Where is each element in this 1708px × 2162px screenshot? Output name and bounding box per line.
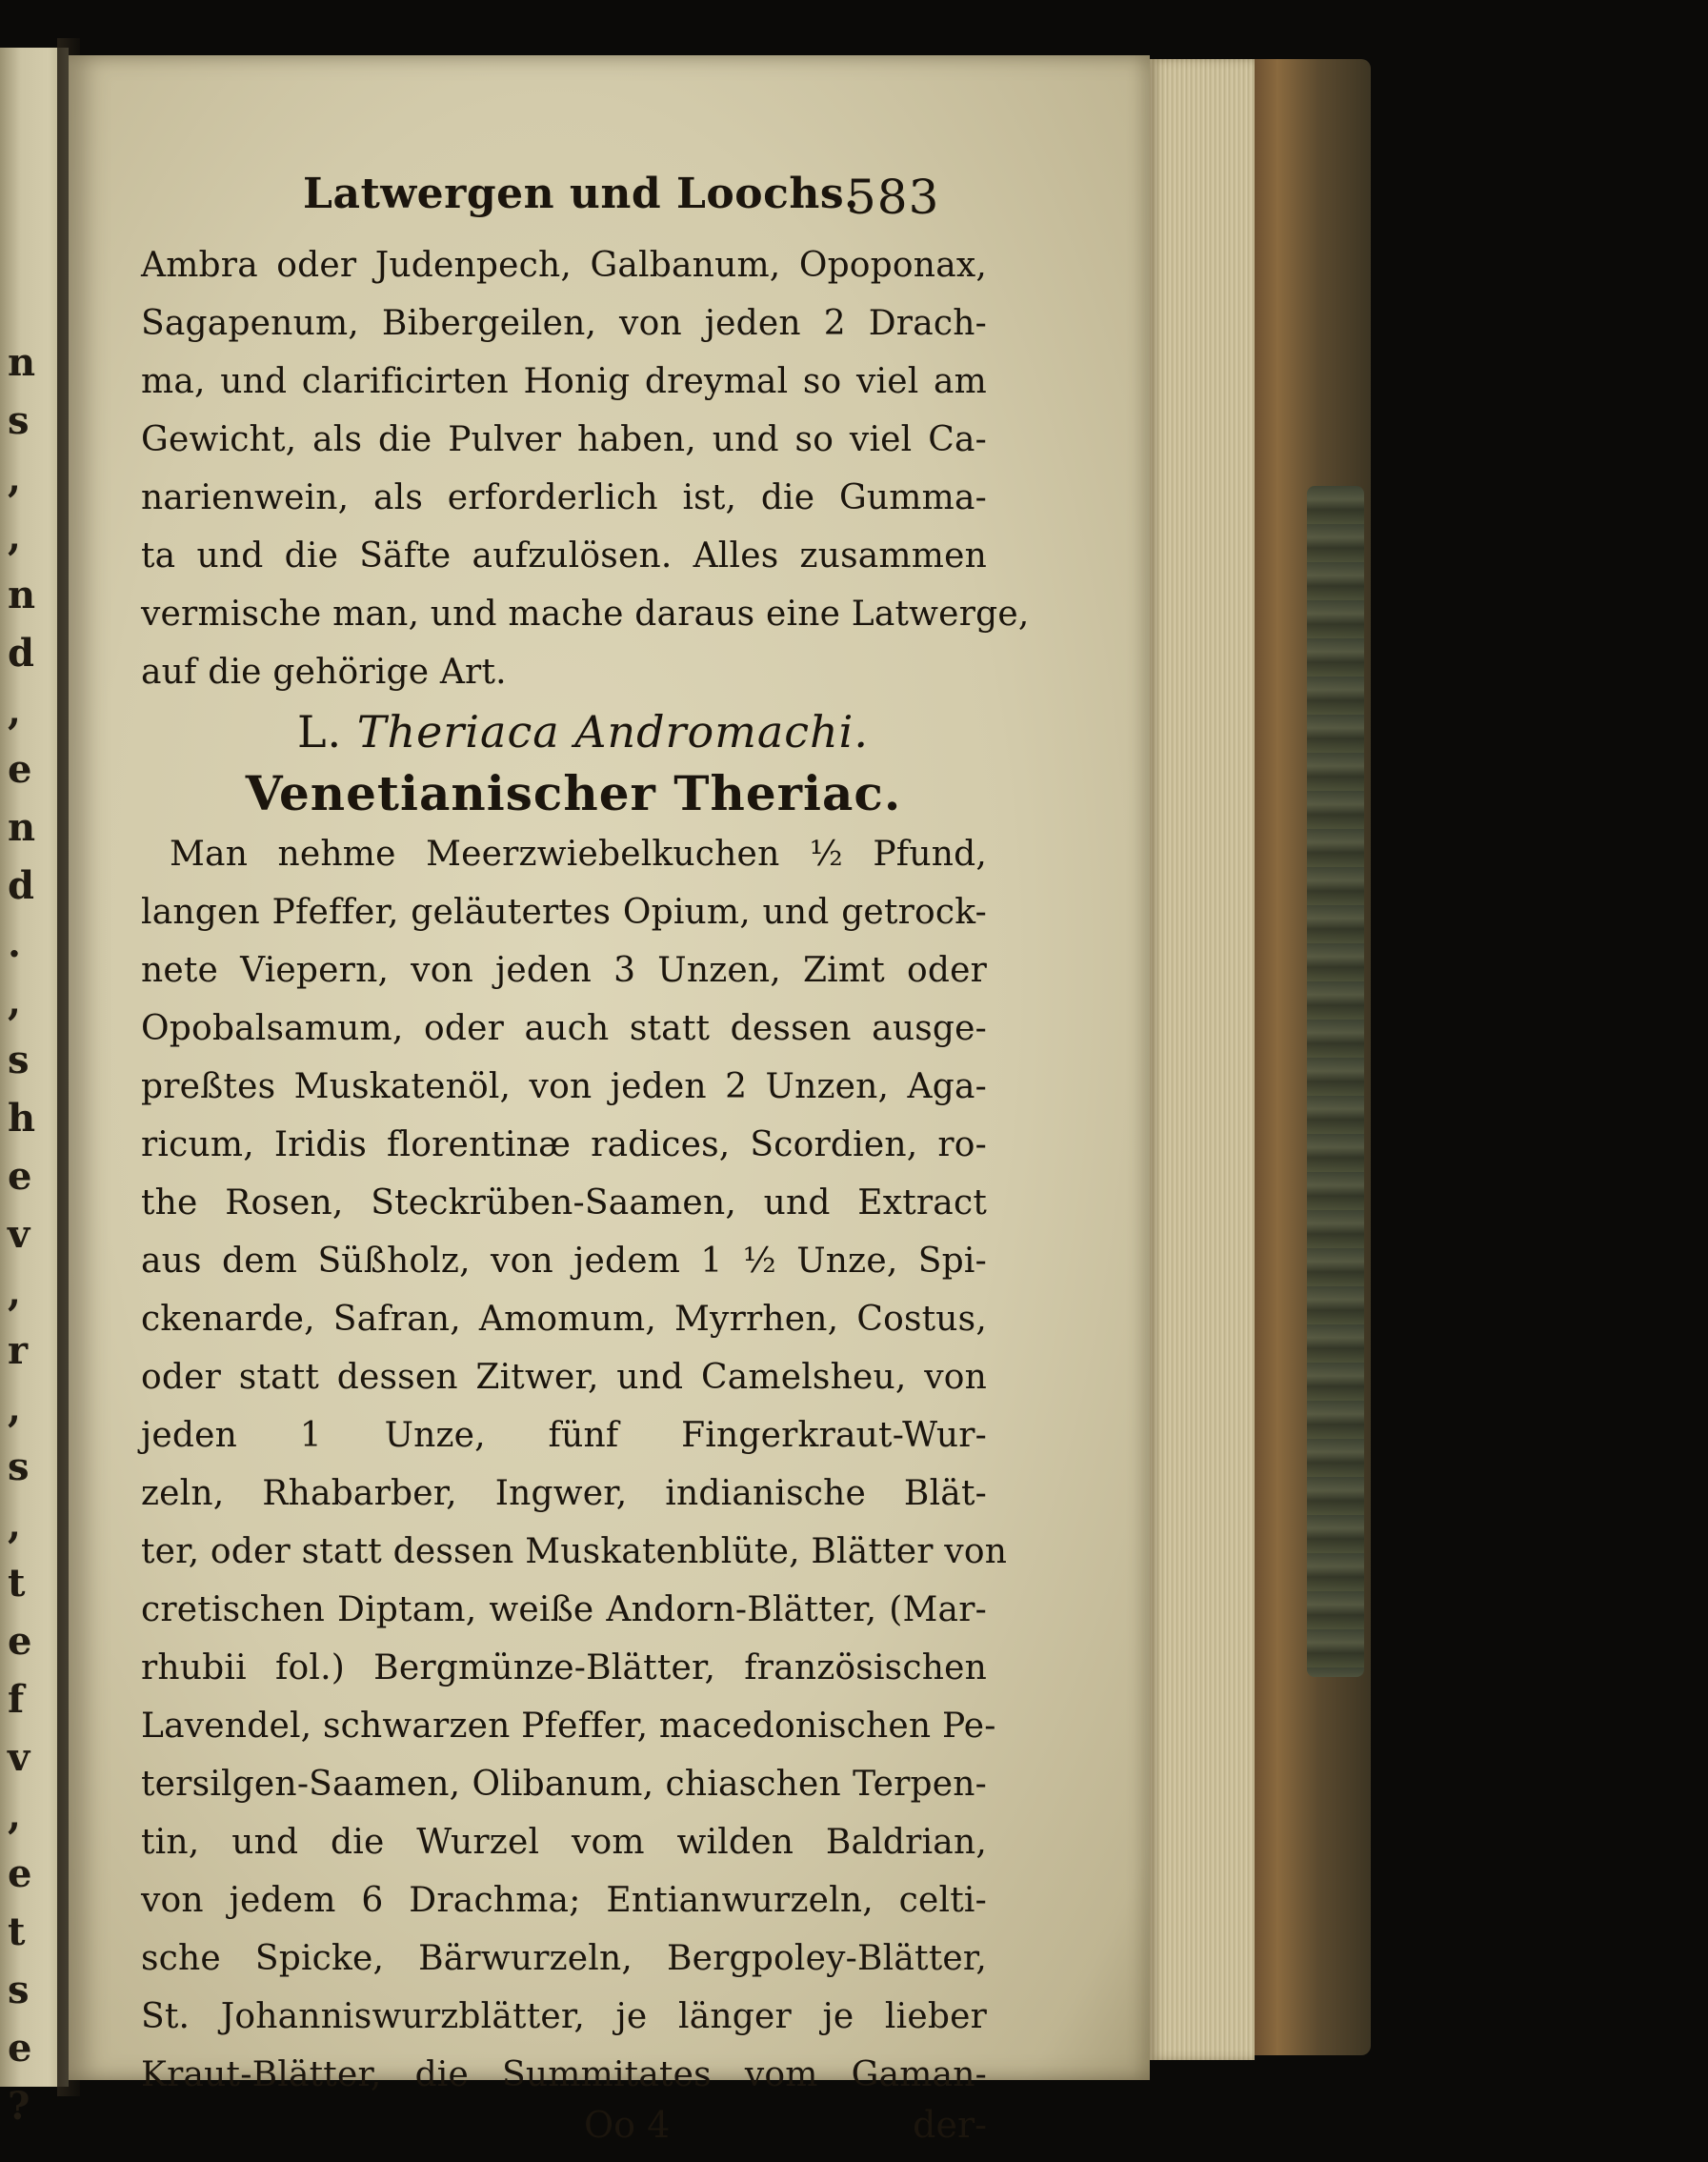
previous-page-glyph: h [8,1096,36,1141]
page-number: 583 [846,170,940,225]
text-line: vermische man, und mache daraus eine Latwerge, [141,595,1030,634]
text-line: ta und die Säfte aufzulösen. Alles zusammen [141,536,987,576]
text-line: preßtes Muskatenöl, von jeden 2 Unzen, Aga- [141,1067,987,1106]
section-heading [141,701,987,762]
previous-page-glyph: d [8,631,34,676]
recipe-paragraph [141,825,1008,2104]
catchword: der- [913,2104,987,2146]
previous-page-glyph: s [8,1445,30,1489]
text-line: sche Spicke, Bärwurzeln, Bergpoley-Blätter, [141,1939,987,1978]
previous-page-glyph: f [8,1677,25,1722]
previous-page-glyph: , [8,980,21,1024]
previous-page-glyph: . [8,921,21,966]
text-line: Ambra oder Judenpech, Galbanum, Opoponax, [141,246,987,285]
previous-page-glyph: s [8,1038,30,1082]
previous-page-glyph: v [8,1212,30,1257]
page-block-edges [1150,59,1255,2060]
previous-page-glyph: t [8,1909,26,1954]
text-line: ter, oder statt dessen Muskatenblüte, Blätter von [141,1532,1008,1571]
text-line: ckenarde, Safran, Amomum, Myrrhen, Costus, [141,1300,987,1339]
text-line: St. Johanniswurzblätter, je länger je lieber [141,1997,987,2036]
text-block [141,170,1030,2162]
text-line: Lavendel, schwarzen Pfeffer, macedonischen Pe- [141,1707,996,1746]
previous-page-glyph: e [8,1154,32,1199]
running-head-title: Latwergen und Loochs. [303,170,859,218]
text-line: Gewicht, als die Pulver haben, und so viel Ca- [141,420,987,459]
text-line: auf die gehörige Art. [141,653,507,692]
text-line: jeden 1 Unze, fünf Fingerkraut-Wur- [141,1416,987,1455]
previous-page-glyph: , [8,689,21,734]
previous-page-glyph: n [8,805,36,850]
previous-page-glyph: , [8,1793,21,1838]
cover-marbling [1307,486,1364,1677]
previous-page-glyph: , [8,456,21,501]
text-line: nete Viepern, von jeden 3 Unzen, Zimt oder [141,951,987,990]
text-line: Man nehme Meerzwiebelkuchen ½ Pfund, [170,835,987,874]
text-line: Kraut-Blätter, die Summitates vom Gaman- [141,2055,987,2094]
previous-page-glyph: e [8,1851,32,1896]
previous-page-glyph: , [8,515,21,559]
previous-page-glyph: e [8,1619,32,1664]
previous-page-line-endings [8,333,36,2135]
text-line: Opobalsamum, oder auch statt dessen ausge- [141,1009,987,1048]
previous-page-glyph: s [8,1968,30,2012]
previous-page-glyph: ? [8,2084,30,2129]
text-line: aus dem Süßholz, von jedem 1 ½ Unze, Spi- [141,1242,987,1281]
section-title: Theriaca Andromachi. [356,706,869,758]
text-line: narienwein, als erforderlich ist, die Gumma- [141,478,987,517]
previous-page-glyph: s [8,398,30,443]
previous-page-glyph: n [8,573,36,617]
text-line: langen Pfeffer, geläutertes Opium, und getrock- [141,893,987,932]
previous-page-glyph: , [8,1503,21,1547]
previous-page-glyph: d [8,863,34,908]
page-footer [141,2104,987,2162]
text-line: rhubii fol.) Bergmünze-Blätter, französischen [141,1648,987,1687]
previous-page-glyph: , [8,1386,21,1431]
text-line: cretischen Diptam, weiße Andorn-Blätter, (Mar- [141,1590,987,1629]
text-line: ricum, Iridis florentinæ radices, Scordien, ro- [141,1125,987,1164]
text-line: the Rosen, Steckrüben-Saamen, und Extract [141,1183,987,1222]
text-line: zeln, Rhabarber, Ingwer, indianische Blät- [141,1474,987,1513]
text-line: tin, und die Wurzel vom wilden Baldrian, [141,1823,987,1862]
previous-page-glyph: , [8,1270,21,1315]
previous-page-glyph: e [8,747,32,792]
previous-page-glyph: t [8,1561,26,1606]
previous-page-glyph: e [8,2026,32,2071]
previous-page-glyph: v [8,1735,30,1780]
previous-page-glyph: n [8,340,36,385]
signature-mark: Oo 4 [584,2104,671,2146]
text-line: von jedem 6 Drachma; Entianwurzeln, celti- [141,1881,987,1920]
text-line: Sagapenum, Bibergeilen, von jeden 2 Drach- [141,304,987,343]
text-line: ma, und clarificirten Honig dreymal so viel am [141,362,987,401]
text-line: oder statt dessen Zitwer, und Camelsheu, von [141,1358,987,1397]
paragraph-continuation [141,236,1030,701]
running-head [141,170,987,236]
previous-page-glyph: r [8,1328,29,1373]
section-number: L. [296,706,343,758]
text-line: tersilgen-Saamen, Olibanum, chiaschen Terpen- [141,1765,987,1804]
section-subtitle: Venetianischer Theriac. [245,765,902,821]
